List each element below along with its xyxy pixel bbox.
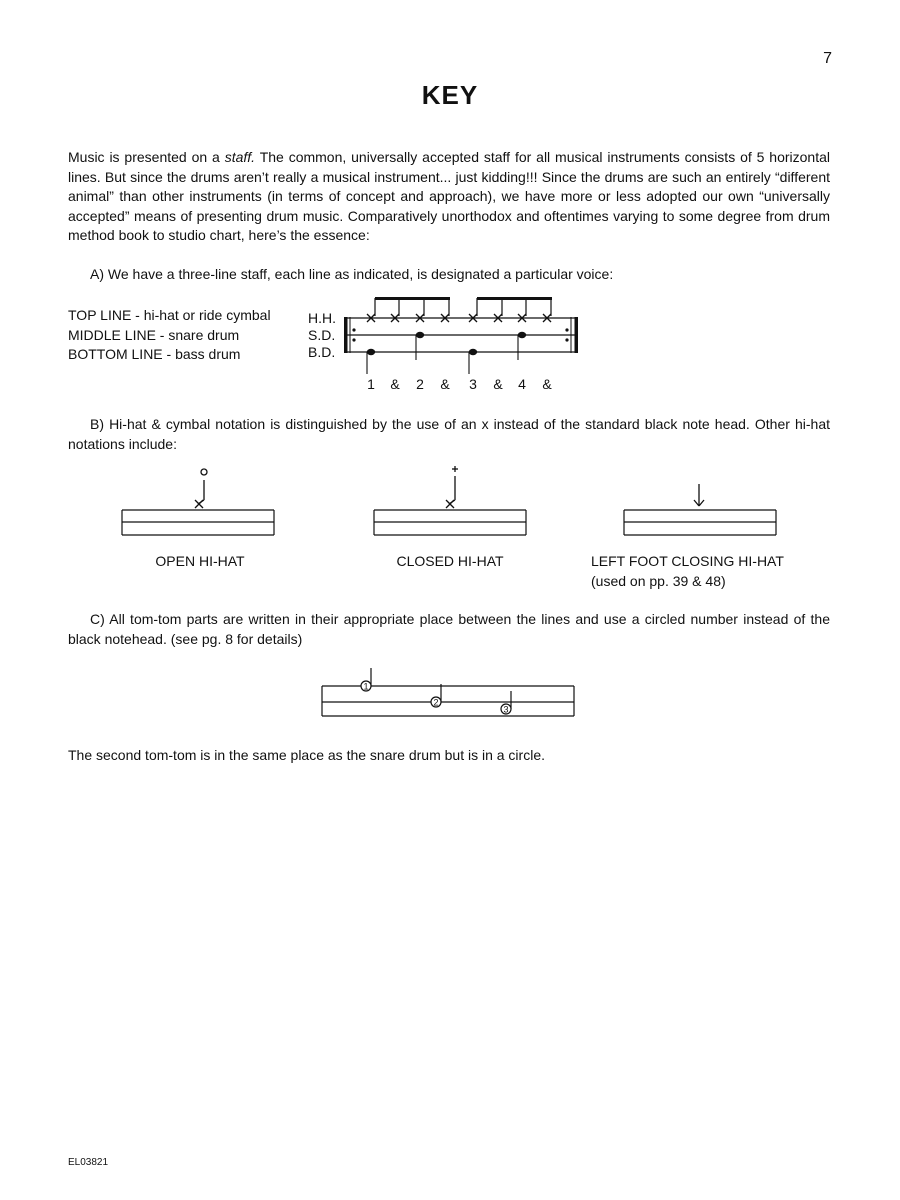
middle-line-label: MIDDLE LINE - snare drum bbox=[68, 326, 240, 343]
bd-abbr: B.D. bbox=[308, 344, 336, 360]
section-c-text bbox=[68, 610, 830, 649]
count-label: & bbox=[542, 376, 552, 392]
section-a-description: A) We have a three-line staff, each line as indicated, is designated a particular voice: bbox=[90, 266, 614, 282]
open-hihat-caption: OPEN HI-HAT bbox=[155, 553, 245, 569]
left-foot-hihat-caption bbox=[591, 551, 784, 591]
intro-text-end: The common, universally accepted staff for all musical instruments consists of 5 horizontal lines. But since the drums aren’t really a musical instrument... just kidding!!! Since the drums are such an entirely “different animal” than other instruments (in terms of concept and approach), we have more or less adopted our own “universally accepted” means of presenting drum music. Comparatively unorthodox and oftentimes varying to some degree from drum method book to studio chart, here’s the essence: bbox=[68, 149, 830, 243]
sd-abbr: S.D. bbox=[308, 327, 336, 343]
intro-emphasis: staff. bbox=[224, 149, 256, 165]
intro-paragraph bbox=[68, 148, 830, 246]
closed-hihat-figure bbox=[372, 466, 532, 541]
left-foot-hihat-figure bbox=[622, 466, 782, 541]
open-hihat-figure bbox=[120, 466, 280, 541]
snare-note bbox=[518, 332, 526, 360]
count-label: & bbox=[440, 376, 450, 392]
intro-text-start: Music is presented on a bbox=[68, 149, 225, 165]
repeat-end-dot bbox=[565, 338, 568, 341]
repeat-end-bar bbox=[575, 317, 579, 353]
snare-note bbox=[416, 332, 424, 360]
closing-text: The second tom-tom is in the same place as the snare drum but is in a circle. bbox=[68, 747, 545, 763]
count-label: 4 bbox=[518, 376, 526, 392]
section-a-text bbox=[68, 265, 830, 285]
count-label: & bbox=[390, 376, 400, 392]
tom-note bbox=[431, 684, 441, 708]
tom-number: 3 bbox=[503, 704, 509, 715]
left-foot-hihat-label: LEFT FOOT CLOSING HI-HAT bbox=[591, 553, 784, 569]
left-foot-hihat-note: (used on pp. 39 & 48) bbox=[591, 573, 726, 589]
repeat-start-dot bbox=[352, 328, 355, 331]
section-b-text bbox=[68, 415, 830, 454]
page-number: 7 bbox=[823, 50, 832, 67]
voice-labels bbox=[68, 306, 271, 365]
snare-notes bbox=[416, 332, 526, 360]
repeat-end-dot bbox=[565, 328, 568, 331]
tom-note bbox=[361, 668, 371, 692]
bass-note bbox=[469, 349, 477, 374]
count-label: 1 bbox=[367, 376, 375, 392]
tom-number: 2 bbox=[433, 697, 439, 708]
beam bbox=[375, 297, 450, 300]
count-label: 3 bbox=[469, 376, 477, 392]
count-label: 2 bbox=[416, 376, 424, 392]
bottom-line-label: BOTTOM LINE - bass drum bbox=[68, 346, 241, 362]
voice-abbreviations bbox=[308, 310, 336, 361]
closed-hihat-caption: CLOSED HI-HAT bbox=[396, 553, 504, 569]
count-label: & bbox=[493, 376, 503, 392]
tom-notes bbox=[361, 668, 511, 715]
tom-number: 1 bbox=[363, 681, 369, 692]
top-line-label: TOP LINE - hi-hat or ride cymbal bbox=[68, 307, 271, 323]
section-b-description: B) Hi-hat & cymbal notation is distinguished by the use of an x instead of the standard black note head. Other hi-hat notations include: bbox=[68, 416, 830, 452]
tom-tom-staff bbox=[318, 662, 580, 722]
beam bbox=[477, 297, 552, 300]
tom-note bbox=[501, 691, 511, 715]
repeat-start-bar bbox=[344, 317, 348, 353]
bass-note bbox=[367, 349, 375, 374]
open-circle-icon bbox=[201, 469, 207, 475]
three-line-staff bbox=[340, 292, 590, 392]
page-title: KEY bbox=[421, 80, 479, 110]
repeat-start-dot bbox=[352, 338, 355, 341]
count-labels bbox=[367, 376, 552, 392]
hh-abbr: H.H. bbox=[308, 310, 336, 326]
section-c-description: C) All tom-tom parts are written in their appropriate place between the lines and use a circled number instead of the black notehead. (see pg. 8 for details) bbox=[68, 611, 830, 647]
footer-code: EL03821 bbox=[68, 1157, 109, 1168]
